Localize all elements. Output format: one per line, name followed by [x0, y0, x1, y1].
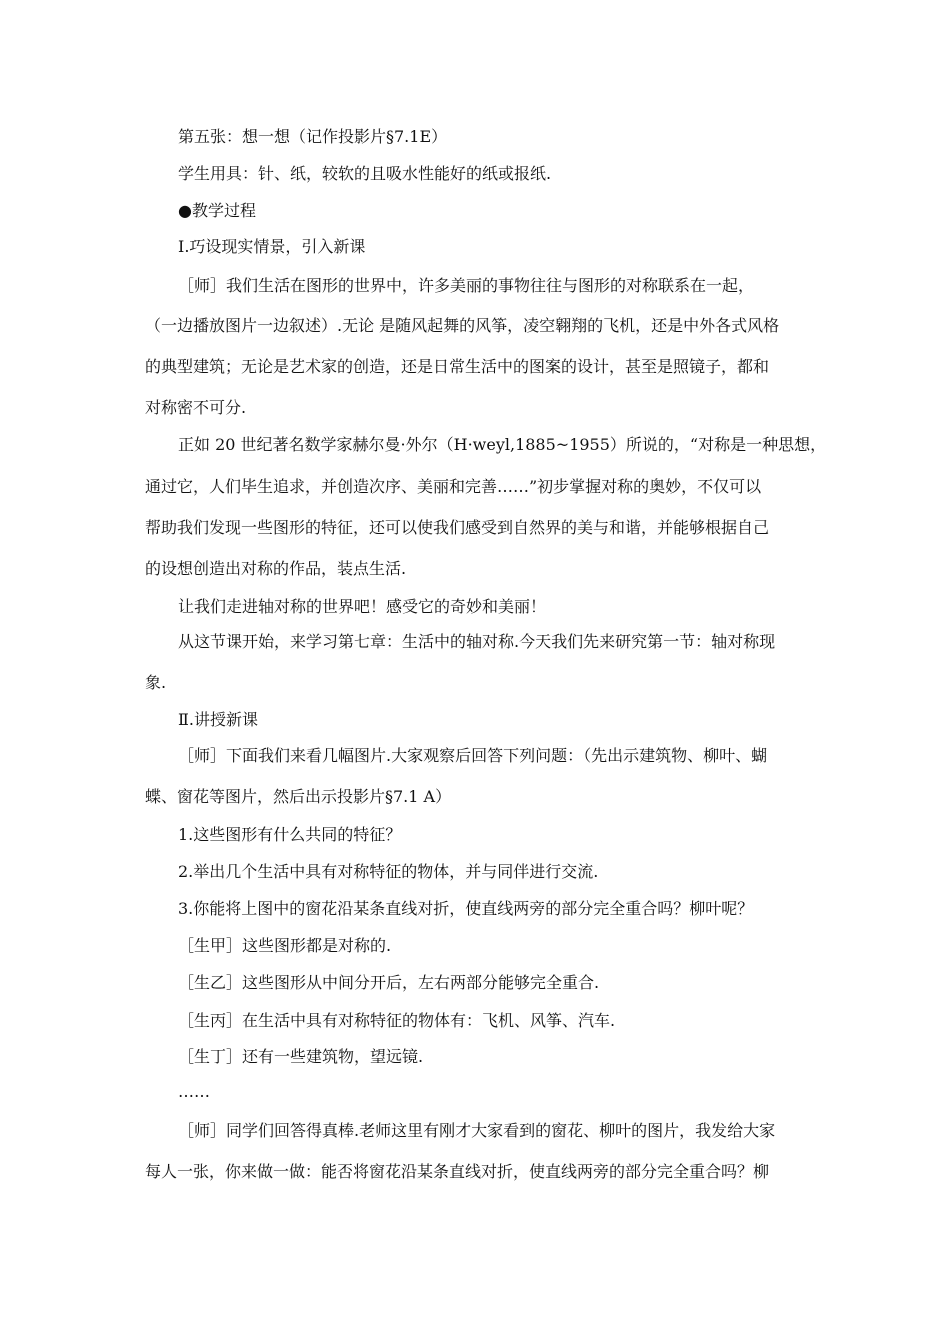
text-line: 每人一张，你来做一做：能否将窗花沿某条直线对折，使直线两旁的部分完全重合吗？柳: [145, 1162, 770, 1181]
text-line: 的设想创造出对称的作品，装点生活.: [145, 559, 407, 578]
text-line: 第五张：想一想（记作投影片§7.1E）: [178, 127, 448, 146]
text-line: ［师］同学们回答得真棒.老师这里有刚才大家看到的窗花、柳叶的图片，我发给大家: [178, 1121, 776, 1140]
text-line: 让我们走进轴对称的世界吧！感受它的奇妙和美丽！: [178, 597, 547, 616]
text-line: 正如 20 世纪著名数学家赫尔曼·外尔（H·weyl,1885~1955）所说的，“对称是一种思想，: [178, 435, 827, 454]
text-line: ［师］下面我们来看几幅图片.大家观察后回答下列问题：（先出示建筑物、柳叶、蝴: [178, 746, 768, 765]
text-line: ［师］我们生活在图形的世界中，许多美丽的事物往往与图形的对称联系在一起，: [178, 276, 755, 295]
ellipsis-line: ……: [178, 1082, 210, 1101]
list-item: 2.举出几个生活中具有对称特征的物体，并与同伴进行交流.: [178, 862, 599, 881]
section-heading: Ⅱ.讲授新课: [178, 710, 258, 729]
text-line: 帮助我们发现一些图形的特征，还可以使我们感受到自然界的美与和谐，并能够根据自己: [145, 518, 770, 537]
text-line: 对称密不可分.: [145, 398, 247, 417]
text-line: 从这节课开始，来学习第七章：生活中的轴对称.今天我们先来研究第一节：轴对称现: [178, 632, 776, 651]
text-line: （一边播放图片一边叙述）.无论 是随风起舞的风筝，凌空翱翔的飞机，还是中外各式风格: [145, 316, 780, 335]
section-heading: ●教学过程: [178, 201, 256, 220]
section-heading: Ⅰ.巧设现实情景，引入新课: [178, 237, 366, 256]
text-line: 学生用具：针、纸，较软的且吸水性能好的纸或报纸.: [178, 164, 552, 183]
list-item: 1.这些图形有什么共同的特征？: [178, 825, 402, 844]
text-line: ［生甲］这些图形都是对称的.: [178, 936, 392, 955]
text-line: ［生丁］还有一些建筑物，望远镜.: [178, 1047, 424, 1066]
text-line: 的典型建筑；无论是艺术家的创造，还是日常生活中的图案的设计，甚至是照镜子，都和: [145, 357, 770, 376]
text-line: 蝶、窗花等图片，然后出示投影片§7.1 A）: [145, 787, 452, 806]
text-line: ［生丙］在生活中具有对称特征的物体有：飞机、风筝、汽车.: [178, 1011, 616, 1030]
text-line: ［生乙］这些图形从中间分开后，左右两部分能够完全重合.: [178, 973, 600, 992]
text-line: 通过它，人们毕生追求，并创造次序、美丽和完善……”初步掌握对称的奥妙，不仅可以: [145, 477, 762, 496]
list-item: 3.你能将上图中的窗花沿某条直线对折，使直线两旁的部分完全重合吗？柳叶呢？: [178, 899, 754, 918]
text-line: 象.: [145, 673, 167, 692]
